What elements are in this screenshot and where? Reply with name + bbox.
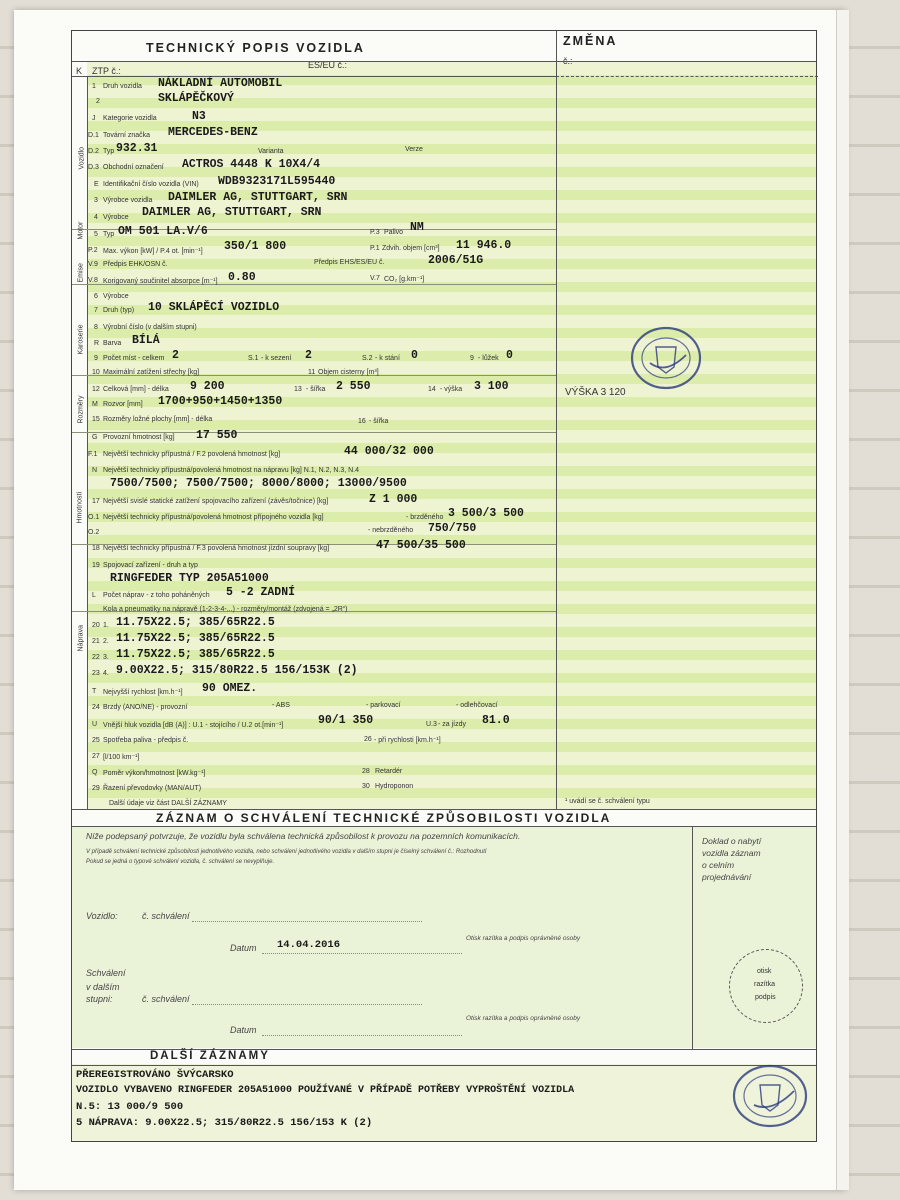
seats-standing-value: 0 <box>411 349 418 362</box>
row-17-label: Největší svislé statické zatížení spojovacího zařízení (závěs/točnice) [kg] <box>103 498 329 505</box>
retarder-label: Retardér <box>375 768 403 775</box>
vehicle-type-value: NÁKLADNÍ AUTOMOBIL <box>158 77 283 90</box>
approval-note-1: V případě schválení technické způsobilosti jednotlivého vozidla, nebo schválení jednotlivého vozidla v dalším stupni je číselný schválení č.: Rozhodnutí <box>86 849 487 855</box>
row-4-label: Výrobce <box>103 214 129 221</box>
row-9-label: Počet míst - celkem <box>103 355 165 362</box>
row-m-code: M <box>92 401 98 408</box>
axle-3-tires-value: 11.75X22.5; 385/65R22.5 <box>116 648 275 661</box>
stamp-placeholder-text-1: otisk <box>757 968 772 975</box>
unbraked-trailer-value: 750/750 <box>428 522 477 535</box>
row-23-label: 4. <box>103 670 109 677</box>
manufacturer-value: DAIMLER AG, STUTTGART, SRN <box>168 191 348 204</box>
engine-type-value: OM 501 LA.V/6 <box>118 225 208 238</box>
row-f1-code: F.1 <box>88 451 98 458</box>
row-20-code: 20 <box>92 622 100 629</box>
max-speed-value: 90 OMEZ. <box>202 682 258 695</box>
displacement-label: Zdvih. objem [cm³] <box>382 245 440 252</box>
stamp-signature-note-1: Otisk razítka a podpis oprávněné osoby <box>466 935 581 942</box>
row-24-code: 24 <box>92 704 100 711</box>
record-line-4: 5 NÁPRAVA: 9.00X22.5; 315/80R22.5 156/153 K (2) <box>76 1117 373 1129</box>
row-3-code: 3 <box>94 197 98 204</box>
further-approval-label-2: v dalším <box>86 982 120 992</box>
retarder-code: 28 <box>362 768 370 775</box>
coupling-type-value: RINGFEDER TYP 205A51000 <box>110 572 269 585</box>
displacement-value: 11 946.0 <box>456 239 512 252</box>
seats-standing-code: S.2 <box>362 355 373 362</box>
vehicle-subtype-value: SKLÁPĚČKOVÝ <box>158 92 234 105</box>
row-e-label: Identifikační číslo vozidla (VIN) <box>103 181 199 188</box>
row-u-label: Vnější hluk vozidla [dB (A)] : U.1 - stojícího / U.2 ot.[min⁻¹] <box>103 722 284 729</box>
row-18-code: 18 <box>92 545 100 552</box>
axle-2-tires-value: 11.75X22.5; 385/65R22.5 <box>116 632 275 645</box>
row-o1-code: O.1 <box>88 514 100 521</box>
change-number-label: č.: <box>563 56 573 66</box>
row-25-label: Spotřeba paliva - předpis č. <box>103 737 189 744</box>
row-12-code: 12 <box>92 386 100 393</box>
variant-label: Varianta <box>258 148 284 155</box>
change-footnote: ¹ uvádí se č. schválení typu <box>565 798 650 805</box>
noise-driving-label: - za jízdy <box>438 721 467 728</box>
ztp-label: ZTP č.: <box>92 66 121 76</box>
row-t-label: Nejvyšší rychlost [km.h⁻¹] <box>103 689 183 696</box>
hydroponon-code-2: 30 <box>362 783 370 790</box>
approval-number-label-2: č. schválení <box>142 994 190 1004</box>
height-label: - výška <box>440 386 463 393</box>
make-value: MERCEDES-BENZ <box>168 126 258 139</box>
es-eu-label: ES/EU č.: <box>308 60 348 70</box>
coupling-load-value: Z 1 000 <box>369 493 418 506</box>
row-q-code: Q <box>92 769 98 776</box>
side-label-emise: Emise <box>77 263 85 283</box>
tank-label: Objem cisterny [m³] <box>318 369 379 376</box>
row-15-code: 15 <box>92 416 100 423</box>
side-label-hmotnosti: Hmotnosti <box>76 491 84 524</box>
row-22-code: 22 <box>92 654 100 661</box>
axle-1-tires-value: 11.75X22.5; 385/65R22.5 <box>116 616 275 629</box>
unbraked-label: - nebrzděného <box>368 527 414 534</box>
row-t-code: T <box>92 688 97 695</box>
row-v9-label: Předpis EHK/OSN č. <box>103 261 168 268</box>
row-n-code: N <box>92 467 98 474</box>
row-q-label: Poměr výkon/hmotnost [kW.kg⁻¹] <box>103 770 206 777</box>
hydroponon-label: Hydroponon <box>375 783 414 790</box>
noise-driving-code: U.3 <box>426 721 437 728</box>
record-line-3: N.5: 13 000/9 500 <box>76 1101 184 1113</box>
row-10-code: 10 <box>92 369 100 376</box>
cargo-width-label: - šířka <box>369 418 389 425</box>
ehs-regulation-label: Předpis EHS/ES/EU č. <box>314 259 385 266</box>
color-value: BÍLÁ <box>132 334 160 347</box>
abs-label: - ABS <box>272 702 290 709</box>
row-d1-label: Tovární značka <box>103 132 151 139</box>
customs-note-line-3: o celním <box>702 860 735 870</box>
customs-note-line-4: projednávání <box>702 872 752 882</box>
change-column-title: ZMĚNA <box>563 34 618 48</box>
row-d2-code: D.2 <box>88 148 99 155</box>
row-17-code: 17 <box>92 498 100 505</box>
row-15-label: Rozměry ložné plochy [mm] - délka <box>103 416 213 423</box>
form-title: TECHNICKÝ POPIS VOZIDLA <box>146 41 365 55</box>
row-d1-code: D.1 <box>88 132 99 139</box>
fuel-code: P.3 <box>370 229 380 236</box>
approval-note-2: Pokud se jedná o typové schválení vozidla, č. schválení se nevyplňuje. <box>86 859 275 865</box>
length-value: 9 200 <box>190 380 225 393</box>
operating-weight-value: 17 550 <box>196 429 238 442</box>
width-code: 13 <box>294 386 302 393</box>
stamp-placeholder-text-2: razítka <box>754 981 776 988</box>
tank-code: 11 <box>308 369 316 376</box>
approval-statement: Níže podepsaný potvrzuje, že vozidlu byla schválena technická způsobilost k provozu na pozemních komunikacích. <box>86 831 521 841</box>
record-line-2: VOZIDLO VYBAVENO RINGFEDER 205A51000 POUŽÍVANÉ V PŘÍPADĚ POTŘEBY VYPROŠTĚNÍ VOZIDLA <box>76 1085 575 1096</box>
date-label-2: Datum <box>230 1025 257 1035</box>
displacement-code: P.1 <box>370 245 380 252</box>
co2-label: CO₂ [g.km⁻¹] <box>384 276 425 283</box>
row-24-label: Brzdy (ANO/NE) - provozní <box>103 704 188 711</box>
version-label: Verze <box>405 146 423 153</box>
beds-label: - lůžek <box>478 355 499 362</box>
row-o2-code: O.2 <box>88 529 100 536</box>
row-1-label: Druh vozidla <box>103 83 142 90</box>
side-label-karoserie: Karoserie <box>77 324 85 355</box>
ehs-regulation-value: 2006/51G <box>428 254 484 267</box>
row-r-label: Barva <box>103 340 122 347</box>
side-label-naprava: Náprava <box>77 625 85 652</box>
row-5-code: 5 <box>94 231 98 238</box>
axle-weights-value: 7500/7500; 7500/7500; 8000/8000; 13000/9500 <box>110 477 407 490</box>
consumption-speed-code: 26 <box>364 736 372 743</box>
power-value: 350/1 800 <box>224 240 287 253</box>
row-l-label: Počet náprav - z toho poháněných <box>103 592 210 599</box>
stamp-signature-note-2: Otisk razítka a podpis oprávněné osoby <box>466 1015 581 1022</box>
beds-value: 0 <box>506 349 513 362</box>
row-20-label: 1. <box>103 622 109 629</box>
row-p2-code: P.2 <box>88 247 98 254</box>
row-21-label: 2. <box>103 638 109 645</box>
braked-trailer-value: 3 500/3 500 <box>448 507 524 520</box>
records-section-title: DALŠÍ ZÁZNAMY <box>150 1050 270 1062</box>
body-type-value: 10 SKLÁPĚCÍ VOZIDLO <box>148 301 280 314</box>
absorption-value: 0.80 <box>228 271 256 284</box>
k-label: K <box>76 66 83 76</box>
change-height-note: VÝŠKA 3 120 <box>565 387 626 398</box>
row-8-label: Výrobní číslo (v dalším stupni) <box>103 324 197 331</box>
row-12-label: Celková [mm] - délka <box>103 386 169 393</box>
customs-note-line-1: Doklad o nabytí <box>702 836 762 846</box>
height-code: 14 <box>428 386 436 393</box>
row-6-label: Výrobce <box>103 293 129 300</box>
row-g-label: Provozní hmotnost [kg] <box>103 434 175 441</box>
row-18-label: Největší technicky přípustná / F.3 povolená hmotnost jízdní soupravy [kg] <box>103 545 330 552</box>
axle-4-tires-value: 9.00X22.5; 315/80R22.5 156/153K (2) <box>116 664 358 677</box>
row-v8-label: Korigovaný součinitel absorpce [m⁻¹] <box>103 278 218 285</box>
row-7-label: Druh (typ) <box>103 307 135 314</box>
parking-brake-label: - parkovací <box>366 702 401 709</box>
row-10-label: Maximální zatížení střechy [kg] <box>103 369 200 376</box>
row-4-code: 4 <box>94 214 98 221</box>
row-j-code: J <box>92 115 96 122</box>
row-2-code: 2 <box>96 98 100 105</box>
co2-code: V.7 <box>370 275 380 282</box>
braked-label: - brzděného <box>406 514 444 521</box>
seats-total-value: 2 <box>172 349 179 362</box>
row-22-label: 3. <box>103 654 109 661</box>
side-label-rozmery: Rozměry <box>77 395 85 424</box>
beds-code: 9 <box>470 355 474 362</box>
seats-standing-label: - k stání <box>375 355 400 362</box>
row-v9-code: V.9 <box>88 261 98 268</box>
type-value: 932.31 <box>116 142 158 155</box>
row-9-code: 9 <box>94 355 98 362</box>
seats-sitting-label: - k sezení <box>261 355 292 362</box>
row-l-code: L <box>92 592 96 599</box>
row-29-code: 29 <box>92 785 100 792</box>
row-d3-label: Obchodní označení <box>103 164 164 171</box>
row-o1-label: Největší technicky přípustná/povolená hmotnost přípojného vozidla [kg] <box>103 514 324 521</box>
axles-value: 5 -2 ZADNÍ <box>226 586 296 599</box>
row-j-label: Kategorie vozidla <box>103 115 157 122</box>
consumption-speed-label: - při rychlosti [km.h⁻¹] <box>374 737 441 744</box>
row-19-label: Spojovací zařízení - druh a typ <box>103 562 198 569</box>
retarder-brake-label: - odlehčovací <box>456 702 498 709</box>
row-n-label: Největší technicky přípustná/povolená hmotnost na nápravu [kg] N.1, N.2, N.3, N.4 <box>103 467 360 474</box>
fuel-value: NM <box>410 221 424 234</box>
row-23-code: 23 <box>92 670 100 677</box>
technical-description-form <box>71 30 817 1142</box>
record-line-1: PŘEREGISTROVÁNO ŠVÝCARSKO <box>76 1069 234 1081</box>
engine-manufacturer-value: DAIMLER AG, STUTTGART, SRN <box>142 206 322 219</box>
row-g-code: G <box>92 434 98 441</box>
round-stamp-icon-2 <box>728 1061 812 1131</box>
width-label: - šířka <box>306 386 326 393</box>
noise-driving-value: 81.0 <box>482 714 510 727</box>
width-value: 2 550 <box>336 380 371 393</box>
row-25-code: 25 <box>92 737 100 744</box>
customs-note-line-2: vozidla záznam <box>702 848 761 858</box>
row-f1-label: Největší technicky přípustná / F.2 povolená hmotnost [kg] <box>103 451 281 458</box>
row-21-code: 21 <box>92 638 100 645</box>
row-e-code: E <box>94 181 99 188</box>
wheelbase-value: 1700+950+1450+1350 <box>158 395 283 408</box>
fuel-label: Palivo <box>384 229 404 236</box>
side-label-vozidlo: Vozidlo <box>78 146 86 170</box>
additional-data-note: Další údaje viz část DALŠÍ ZÁZNAMY <box>109 800 227 807</box>
row-19-code: 19 <box>92 562 100 569</box>
row-v8-code: V.8 <box>88 277 98 284</box>
row-8-code: 8 <box>94 324 98 331</box>
combination-weight-value: 47 500/35 500 <box>376 539 466 552</box>
row-p2-label: Max. výkon [kW] / P.4 ot. [min⁻¹] <box>103 248 203 255</box>
approval-section-title: ZÁZNAM O SCHVÁLENÍ TECHNICKÉ ZPŮSOBILOSTI VOZIDLA <box>156 811 612 825</box>
height-value: 3 100 <box>474 380 509 393</box>
row-d2-label: Typ <box>103 148 115 155</box>
seats-sitting-code: S.1 <box>248 355 259 362</box>
row-r-code: R <box>94 340 100 347</box>
further-approval-label-3: stupni: <box>86 994 113 1004</box>
stamp-placeholder-text-3: podpis <box>755 994 776 1001</box>
further-approval-label-1: Schválení <box>86 968 126 978</box>
wheels-caption: Kola a pneumatiky na nápravě (1-2-3-4-...) - rozměry/montáž (zdvojená = „2R“) <box>103 606 348 613</box>
row-1-code: 1 <box>92 83 96 90</box>
approval-date-value: 14.04.2016 <box>277 939 341 951</box>
document-back-sheet <box>836 10 849 1190</box>
row-u-code: U <box>92 721 98 728</box>
row-m-label: Rozvor [mm] <box>103 401 143 408</box>
vehicle-approval-label: Vozidlo: <box>86 911 118 921</box>
cargo-width-code: 16 <box>358 418 366 425</box>
row-7-code: 7 <box>94 307 98 314</box>
approval-number-label: č. schválení <box>142 911 190 921</box>
date-label: Datum <box>230 943 257 953</box>
row-27-label: [l/100 km⁻¹] <box>103 754 140 761</box>
row-6-code: 6 <box>94 293 98 300</box>
row-d3-code: D.3 <box>88 164 99 171</box>
category-value: N3 <box>192 110 206 123</box>
row-29-label: Řazení převodovky (MAN/AUT) <box>103 785 202 792</box>
vin-value: WDB9323171L595440 <box>218 175 336 188</box>
noise-stationary-value: 90/1 350 <box>318 714 374 727</box>
row-3-label: Výrobce vozidla <box>103 197 153 204</box>
trade-name-value: ACTROS 4448 K 10X4/4 <box>182 158 321 171</box>
side-label-motor: Motor <box>77 221 85 240</box>
round-stamp-icon <box>626 323 706 393</box>
row-5-label: Typ <box>103 231 115 238</box>
seats-sitting-value: 2 <box>305 349 312 362</box>
row-27-code: 27 <box>92 753 100 760</box>
max-weight-value: 44 000/32 000 <box>344 445 434 458</box>
